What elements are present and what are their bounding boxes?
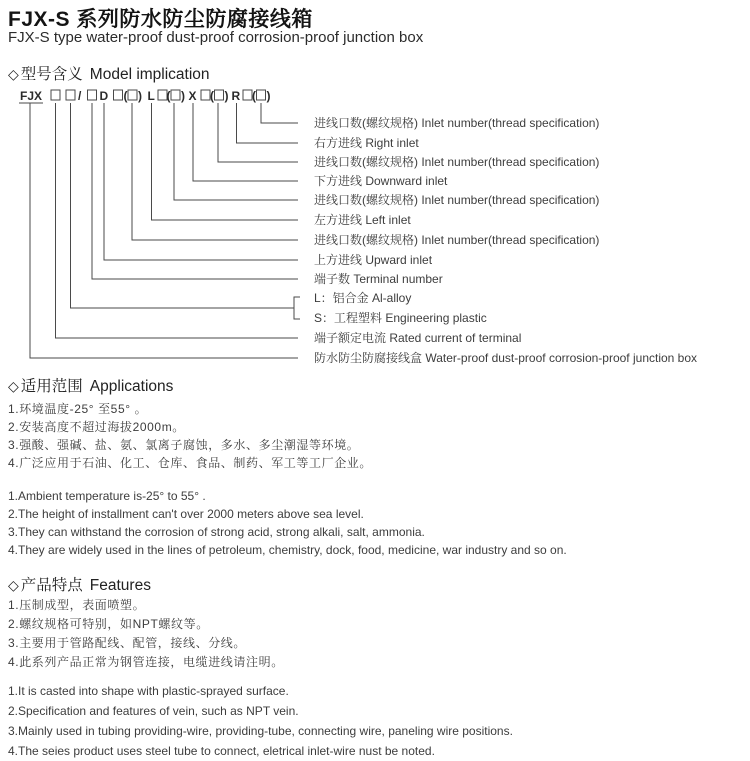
feature-item-en: 4.The seies product uses steel tube to connect, eletrical inlet-wire nust be noted. bbox=[8, 744, 435, 758]
code-box bbox=[215, 90, 224, 100]
diagram-label: 进线口数(螺纹规格) Inlet number(thread specification) bbox=[314, 193, 600, 207]
section-heading-model bbox=[8, 62, 210, 84]
code-slash: / bbox=[78, 89, 82, 103]
application-item-cn: 2.安装高度不超过海拔2000m。 bbox=[8, 420, 185, 434]
diagram-label: 左方进线 Left inlet bbox=[314, 213, 411, 227]
diagram-label: L：铝合金 Al-alloy bbox=[314, 291, 412, 305]
section-heading-model-en: Model implication bbox=[89, 66, 210, 83]
diagram-label: 端子数 Terminal number bbox=[314, 272, 443, 286]
code-tokens bbox=[20, 89, 271, 103]
application-item-en: 3.They can withstand the corrosion of strong acid, strong alkali, salt, ammonia. bbox=[8, 525, 425, 539]
code-paren-close: ) bbox=[138, 89, 142, 103]
code-paren-close: ) bbox=[181, 89, 185, 103]
code-prefix: FJX bbox=[20, 89, 43, 103]
application-item-en: 1.Ambient temperature is-25° to 55° . bbox=[8, 489, 206, 503]
connector-line bbox=[261, 103, 298, 123]
code-paren-close: ) bbox=[266, 89, 271, 103]
application-item-cn: 4.广泛应用于石油、化工、仓库、食品、制药、军工等工厂企业。 bbox=[8, 456, 373, 470]
diagram-labels bbox=[314, 115, 697, 365]
code-letter-l: L bbox=[147, 89, 155, 103]
features-list-en bbox=[8, 681, 513, 761]
code-box bbox=[88, 90, 97, 100]
diagram-label: 进线口数(螺纹规格) Inlet number(thread specification) bbox=[314, 233, 600, 247]
connector-line bbox=[193, 103, 298, 181]
code-box bbox=[201, 90, 210, 100]
model-code-diagram bbox=[0, 86, 750, 370]
diagram-label: 进线口数(螺纹规格) Inlet number(thread specification) bbox=[314, 116, 600, 130]
feature-item-cn: 3.主要用于管路配线、配管，接线、分线。 bbox=[8, 636, 247, 650]
connector-line bbox=[218, 103, 298, 162]
diagram-label: 进线口数(螺纹规格) Inlet number(thread specification) bbox=[314, 155, 600, 169]
section-heading-applications bbox=[8, 374, 173, 396]
code-paren-open: ( bbox=[210, 89, 214, 103]
code-box bbox=[51, 90, 60, 100]
section-heading-model-cn: 型号含义 bbox=[20, 66, 83, 83]
code-paren-open: ( bbox=[252, 89, 256, 103]
diagram-label: 防水防尘防腐接线盒 Water-proof dust-proof corrosion-proof junction box bbox=[314, 351, 698, 365]
feature-item-en: 3.Mainly used in tubing providing-wire, providing-tube, connecting wire, paneling wire positions. bbox=[8, 724, 513, 738]
code-box bbox=[66, 90, 75, 100]
section-heading-features bbox=[8, 573, 151, 595]
code-paren-close: ) bbox=[224, 89, 229, 103]
feature-item-cn: 2.螺纹规格可特别，如NPT螺纹等。 bbox=[8, 617, 209, 631]
diagram-label: 端子额定电流 Rated current of terminal bbox=[314, 331, 522, 345]
section-heading-features-cn: 产品特点 bbox=[20, 577, 83, 594]
section-heading-features-en: Features bbox=[89, 577, 151, 594]
features-list-cn bbox=[8, 596, 284, 672]
code-box bbox=[114, 90, 123, 100]
page-subtitle: FJX-S type water-proof dust-proof corrosion-proof junction box bbox=[8, 29, 424, 46]
code-box bbox=[171, 90, 180, 100]
code-paren-open: ( bbox=[166, 89, 171, 103]
applications-list-cn bbox=[8, 400, 372, 472]
feature-item-cn: 4.此系列产品正常为钢管连接，电缆进线请注明。 bbox=[8, 655, 284, 669]
feature-item-en: 2.Specification and features of vein, such as NPT vein. bbox=[8, 704, 299, 718]
code-letter-r: R bbox=[231, 89, 241, 103]
code-box bbox=[128, 90, 137, 100]
application-item-en: 4.They are widely used in the lines of petroleum, chemistry, dock, food, medicine, war industry and so on. bbox=[8, 543, 567, 557]
application-item-cn: 3.强酸、强碱、盐、氨、氯离子腐蚀，多水、多尘潮湿等环境。 bbox=[8, 438, 360, 452]
diamond-icon: ◇ bbox=[8, 66, 19, 82]
application-item-en: 2.The height of installment can't over 2000 meters above sea level. bbox=[8, 507, 364, 521]
diamond-icon: ◇ bbox=[8, 378, 19, 394]
feature-item-cn: 1.压制成型，表面喷塑。 bbox=[8, 598, 146, 612]
diagram-label: 右方进线 Right inlet bbox=[314, 136, 419, 150]
code-box bbox=[243, 90, 252, 100]
code-paren-open: ( bbox=[123, 89, 128, 103]
diagram-label: 上方进线 Upward inlet bbox=[314, 253, 433, 267]
applications-list-en bbox=[8, 487, 567, 559]
code-box bbox=[257, 90, 266, 100]
connector-line-bracket bbox=[71, 103, 301, 319]
diagram-label: 下方进线 Downward inlet bbox=[314, 174, 448, 188]
connector-lines bbox=[19, 103, 300, 358]
code-letter-d: D bbox=[99, 89, 109, 103]
page-title: FJX-S 系列防水防尘防腐接线箱 bbox=[8, 8, 313, 31]
section-heading-applications-cn: 适用范围 bbox=[20, 378, 83, 395]
application-item-cn: 1.环境温度-25° 至55° 。 bbox=[8, 402, 148, 416]
code-letter-x: X bbox=[188, 89, 197, 103]
feature-item-en: 1.It is casted into shape with plastic-sprayed surface. bbox=[8, 684, 289, 698]
diamond-icon: ◇ bbox=[8, 577, 19, 593]
connector-line bbox=[92, 103, 298, 279]
section-heading-applications-en: Applications bbox=[89, 378, 174, 395]
diagram-label: S：工程塑料 Engineering plastic bbox=[314, 311, 487, 325]
connector-line bbox=[132, 103, 298, 240]
